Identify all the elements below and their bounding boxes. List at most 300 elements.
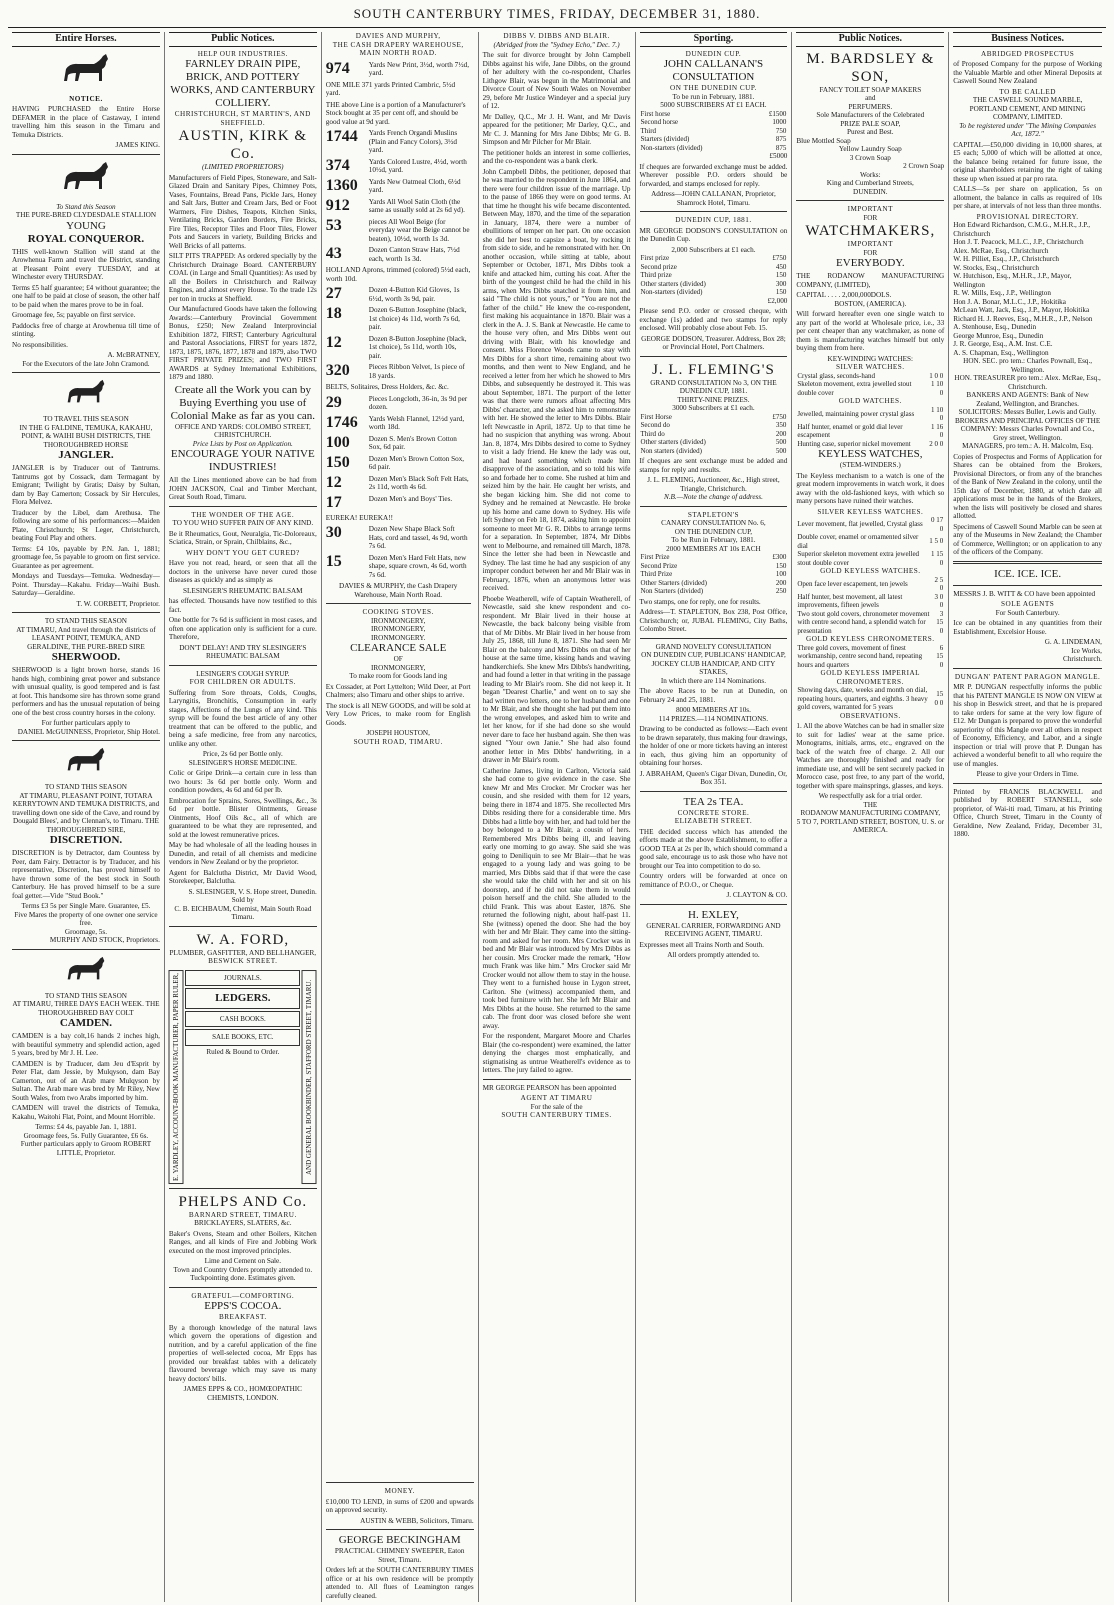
ad-body: has effected. Thousands have now testified to this fact. xyxy=(168,597,317,614)
product-sub: BREAKFAST. xyxy=(218,1313,267,1322)
drapery-item xyxy=(326,158,471,175)
row-value: 250 xyxy=(775,587,787,595)
drapery-item-number: 912 xyxy=(325,196,350,214)
horse-icon xyxy=(61,745,111,779)
drapery-item-text: Dozen Men's Black Soft Felt Hats, 2s 11d, worth 4s 6d. xyxy=(368,474,469,491)
article-paragraph: Mr Dalley, Q.C., Mr J. H. Want, and Mr Davis appeared for the petitioner; Mr Darley, Q.C., and Mr C. J. Manning for Mrs Jane Dibbs; Mr G. B. Simpson and Mr Pilcher for Mr Blair. xyxy=(482,112,631,146)
ad-subtitle: IN THE G FALDINE, TEMUKA, KAKAHU, POINT, & WAIHI BUSH DISTRICTS, THE THOROUGHBRED HORSE xyxy=(19,423,153,449)
ad-title: COOKING STOVES. xyxy=(362,608,434,616)
horse-name: JANGLER. xyxy=(58,449,114,461)
ad-groomage: Groomage, 5s. xyxy=(64,927,107,936)
consultation-subs: 8000 MEMBERS AT 10s. xyxy=(675,706,751,714)
row-value: 150 xyxy=(775,271,787,279)
ad-paper: SOUTH CANTERBURY TIMES. xyxy=(501,1111,612,1119)
company-subtitle: (LIMITED PROPRIETORS) xyxy=(202,163,284,171)
product-name: PRIZE PALE SOAP, xyxy=(840,119,901,128)
row-value: £1500 xyxy=(768,109,787,118)
ad-footer: DAVIES & MURPHY, the Cash Drapery Warehouse, Main North Road. xyxy=(339,582,458,599)
row-label: Non-starters (divided) xyxy=(640,143,703,152)
table-row xyxy=(640,271,788,280)
row-value: 750 xyxy=(775,126,787,135)
article-source: (Abridged from the "Sydney Echo," Dec. 7.) xyxy=(493,40,620,49)
ad-body: Embrocation for Sprains, Sores, Swellings, &c., 3s 6d per bottle. Blister Ointments, Grease Ointments, Hoof Oils &c., all of which are guaranteed to be what they are represented, and sold at the lowest remunerative prices. xyxy=(168,796,317,839)
horse-icon xyxy=(56,159,116,199)
drapery-item xyxy=(326,435,471,452)
ad-role: AGENT AT TIMARU xyxy=(520,1094,593,1102)
ad-signature: J. ABRAHAM, Queen's Cigar Divan, Dunedin, Or, Box 351. xyxy=(639,769,788,786)
table-row xyxy=(640,553,788,562)
consultation-on: GRAND CONSULTATION No 3, ON THE DUNEDIN CUP, 1881. xyxy=(650,378,777,395)
ad-title: IRONMONGERY, xyxy=(370,663,426,672)
row-value: £750 xyxy=(772,254,787,262)
drapery-item-text: HOLLAND Aprons, trimmed (colored) 5½d each, worth 10d. xyxy=(325,266,471,283)
price-section-sub: GOLD WATCHES. xyxy=(838,397,902,405)
ad-connector: OF xyxy=(393,655,403,663)
consultation-noms: In which there are 114 Nominations. xyxy=(660,676,766,685)
directory-title: PROVISIONAL DIRECTORY. xyxy=(976,212,1079,221)
ad-title: MONEY. xyxy=(384,1487,415,1495)
ad-body: Ice can be obtained in any quantities from their Establishment, Excelsior House. xyxy=(953,619,1102,636)
consultation-on: ON DUNEDIN CUP, PUBLICANS' HANDICAP, JOCKEY CLUB HANDICAP, AND CITY STAKES, xyxy=(641,651,786,676)
table-row xyxy=(640,118,788,127)
company-address: BESWICK STREET. xyxy=(208,957,278,965)
drapery-item xyxy=(326,81,471,98)
ad-slogan: Create all the Work you can by Buying Everthing you use of Colonial Make as far as you can. xyxy=(170,383,316,422)
ad-subtitle: THE PURE-BRED CLYDESDALE STALLION xyxy=(15,211,157,219)
article-paragraph: The petitioner holds an interest in some collieries, and the co-respondent was a bank clerk. xyxy=(482,148,631,165)
ad-body: Baker's Ovens, Steam and other Boilers, Kitchen Ranges, and all kinds of Fire and Jobbing Work executed on the most improved principles. xyxy=(168,1229,317,1255)
table-row xyxy=(640,413,788,422)
company-trades: PERFUMERS. xyxy=(848,102,893,111)
soap-line: Yellow Laundry Soap xyxy=(838,145,902,153)
director-entry: George Munroe, Esq., Dunedin xyxy=(953,331,1044,340)
imprint: Printed by FRANCIS BLACKWELL and published by ROBERT STANSELL, sole proprietor, of Wai-iti road, Timaru, at his Printing Office, Church Street, Timaru in the County of Geraldine, New Zealand, Friday, December 31, 1880. xyxy=(953,787,1102,838)
prize-table xyxy=(640,110,788,153)
drapery-list xyxy=(326,61,471,580)
ad-body: Drawing to be conducted as follows:—Each event to be drawn separately, thus making four drawings, the holder of one or more tickets having an interest in each, thus giving him an opportunity of obtaining four horses. xyxy=(639,725,788,767)
soap-line: 2 Crown Soap xyxy=(903,162,945,170)
row-value: 150 xyxy=(775,561,787,570)
ad-intro: TO STAND THIS SEASON xyxy=(44,991,127,1000)
row-value: 300 xyxy=(775,279,787,288)
works-label: Works: xyxy=(860,170,881,179)
ad-body: Please send P.O. order or crossed cheque, with exchange (1s) added and two stamps for reply enclosed. Will probably close about Feb. 15. xyxy=(639,307,788,332)
row-label: Double cover, enamel or ornamented silver dial xyxy=(797,533,919,550)
product-name: SLESINGER'S HORSE MEDICINE. xyxy=(188,758,297,767)
ad-body: If cheques are forwarded exchange must be added. Wherever possible P.O. orders should be forwarded, and stamps enclosed for reply. xyxy=(639,162,788,188)
column-business-notices xyxy=(949,32,1106,1602)
director-entry: Hon J. A. Bonar, M.L.C., J.P., Hokitika xyxy=(953,297,1066,306)
table-row xyxy=(796,644,944,670)
divider xyxy=(326,1482,474,1483)
ad-lead: IMPORTANT xyxy=(847,205,894,213)
ad-note: Tuckpointing done. Estimates given. xyxy=(190,1274,296,1283)
row-label: Half hunter, enamel or gold dial lever escapement xyxy=(797,422,903,439)
ad-title: DUNGAN' PATENT PARAGON MANGLE. xyxy=(954,672,1101,681)
ad-body: MR P. DUNGAN respectfully informs the public that his PATENT MANGLE IS NOW ON VIEW at his shop in Beswick street, and that he is prepared to take orders for same at the very low figure of £12. Mr Dungan is prepared to prove the wonderful superiority of this Mangle over all others in respect of Economy, Efficiency, and Labor, and a single inspection or trial will prove that P. Dungan has achieved a wonderful benefit to all who require the use of mangles. xyxy=(953,683,1102,768)
ad-signature: Christchurch. xyxy=(1063,655,1102,663)
ad-body: May be had wholesale of all the leading houses in Dunedin, and retail of all chemists and medicine vendors in New Zealand or by the proprietor. xyxy=(168,841,317,866)
drapery-item-number: 374 xyxy=(325,156,350,174)
director-entry: Hon J. T. Peacock, M.L.C., J.P., Christchurch xyxy=(953,238,1084,246)
ad-note: Price Lists by Post on Application. xyxy=(192,439,293,448)
ad-body: Suffering from Sore throats, Colds, Coughs, Laryngitis, Bronchitis, Consumption in early stages, Affections of the Lungs of any kind. This syrup will be found the best article of any other treatment that can be offered to the public, and being a safe medicine, free from any narcotics, unlike any other. xyxy=(168,688,317,748)
row-label: First horse xyxy=(640,109,671,118)
drapery-item-text: Dozen Men's Brown Cotton Sox, 6d pair. xyxy=(368,454,465,471)
ad-footer: All orders promptly attended to. xyxy=(667,951,760,959)
drapery-item-text: THE above Line is a portion of a Manufacturer's Stock bought at 35 per cent off, and should be good value at 9d yard. xyxy=(325,100,466,126)
column-drapery xyxy=(322,32,479,1602)
price-section-sub: GOLD KEYLESS WATCHES. xyxy=(820,567,921,575)
article-title: DIBBS V. DIBBS AND BLAIR. xyxy=(503,32,610,40)
price-table xyxy=(796,686,944,712)
ad-subtitle: AT TIMARU, PLEASANT POINT, TOTARA KERRYTOWN AND TEMUKA DISTRICTS, and travelling down one side of the Cave, and round by Dougald Blees', and by Clennan's, to Timaru. THE THOROUGHBRED SIRE, xyxy=(12,791,160,834)
ad-body: DISCRETION is by Detractor, dam Countess by Peer, dam Fairy. Detractor is by Traducer, and his representative, Discretion, has proved himself to have thrown some of the best stock in South Canterbury. He has proved himself to be a sure foal getter.—Vide "Stud Book." xyxy=(12,849,160,900)
directors-list xyxy=(953,221,1102,357)
ad-subtitle: AT TIMARU, And travel through the districts of LEASANT POINT, TEMUKA, AND GERALDINE, THE PURE-BRED SIRE xyxy=(16,625,156,651)
ad-address: ELIZABETH STREET. xyxy=(674,817,753,825)
drapery-item-number: 30 xyxy=(325,524,342,541)
row-label: Three gold covers, movement of finest workmanship, centre second hand, repeating hours and quarters xyxy=(797,643,923,669)
ad-address: OFFICE AND YARDS: COLOMBO STREET, CHRISTCHURCH. xyxy=(174,422,311,439)
ad-body: Orders left at the SOUTH CANTERBURY TIMES office or at his own residence will be promptly attended to. All flues of Leamington ranges carefully cleaned. xyxy=(325,1566,474,1600)
price-section-sub: SILVER KEYLESS WATCHES. xyxy=(817,507,924,516)
notice-signature: JAMES KING. xyxy=(115,141,160,149)
soap-line: Blue Mottled Soap xyxy=(796,136,851,145)
row-value: 1 0 0 xyxy=(929,371,944,380)
row-value: 200 xyxy=(775,429,787,438)
ad-body: Country orders will be forwarded at once on remittance of P.O.O., or Cheque. xyxy=(639,872,788,889)
ad-body: THE decided success which has attended the efforts made at the above Establishment, to offer a GOOD TEA at 2s per lb, which should command a good sale, encourage us to ask those who have not brought our Tea into competition to do so. xyxy=(639,827,788,870)
row-value: 1 10 0 xyxy=(931,405,944,422)
ad-lead: GRATEFUL—COMFORTING. xyxy=(191,1291,295,1300)
row-label: Showing days, date, weeks and month on dial, repeating hours, quarters, and eighths. 3 heavy gold covers, warranted for 5 years xyxy=(797,686,928,711)
notice-title: NOTICE. xyxy=(69,94,103,103)
company-name: W. A. FORD, xyxy=(196,931,290,948)
price-table xyxy=(796,516,944,567)
column-public-notices-2 xyxy=(792,32,949,1602)
product-sub: Purest and Best. xyxy=(847,128,894,136)
drapery-item-text: Dozen New Shape Black Soft Hats, cord and tassel, 4s 9d, worth 7s 6d. xyxy=(368,525,468,550)
ad-signature: S. SLESINGER, V. S. Hope street, Dunedin. xyxy=(188,887,317,896)
ad-signature: GEORGE DODSON, Treasurer. Address, Box 28; or Provincial Hotel, Port Chalmers. xyxy=(641,334,786,351)
divider xyxy=(12,949,160,950)
ledger-note: Ruled & Bound to Order. xyxy=(206,1047,280,1056)
price-section-sub: (STEM-WINDERS.) xyxy=(839,461,901,469)
company-trades: FANCY TOILET SOAP MAKERS xyxy=(819,85,922,94)
consultation-subs: 3000 Subscribers at £1 each. xyxy=(672,404,755,412)
company-trades: PLUMBER, GASFITTER, AND BELLHANGER, xyxy=(169,948,317,957)
ad-body: Copies of Prospectus and Forms of Application for Shares can be obtained from the Brokers, Provisional Directors, or from any of the branches of the Bank of New Zealand in the colony, until the 15th day of December, 1880, at which date all applications must be in the hands of the Brokers, when the lists will positively be closed and shares allotted. xyxy=(953,452,1102,520)
drapery-item xyxy=(326,495,471,511)
ad-store: CONCRETE STORE. xyxy=(677,808,750,817)
drapery-item xyxy=(326,286,471,303)
divider xyxy=(953,561,1102,564)
ad-body: £10,000 TO LEND, in sums of £200 and upwards on approved security. xyxy=(325,1497,474,1514)
drapery-item-text: Yards New Oatmeal Cloth, 6½d yard. xyxy=(368,177,461,194)
ad-body: Agent for Balclutha District, Mr David Wood, Storekeeper, Balclutha. xyxy=(168,868,317,885)
table-row xyxy=(796,406,944,423)
ad-title: EVERYBODY. xyxy=(836,257,905,269)
company-trades: GENERAL CARRIER, FORWARDING AND RECEIVING AGENT, TIMARU. xyxy=(646,921,781,938)
ad-officer: SOLICITORS: Messrs Buller, Lewis and Gully. xyxy=(958,408,1097,416)
ad-signature-note: For the Executors of the late John Cramond. xyxy=(22,359,150,368)
consultation-name: GRAND NOVELTY CONSULTATION xyxy=(655,642,772,651)
ad-signature: C. B. EICHBAUM, Chemist, Main South Road Timaru. xyxy=(174,904,312,921)
divider xyxy=(12,740,160,741)
yardley-side: E. YARDLEY, ACCOUNT-BOOK MANUFACTURER, PAPER RULER, xyxy=(169,970,184,1184)
table-row xyxy=(640,288,788,297)
table-row xyxy=(640,430,788,439)
row-label: Second horse xyxy=(640,118,679,126)
divider xyxy=(12,612,160,613)
drapery-item-number: 53 xyxy=(325,216,342,234)
article-paragraph: For the respondent, Margaret Moore and Charles Blair (the co-respondent) were examined, the latter denying the charges most emphatically, and stigmatising as untrue Weatherell's evidence as to letters. The jury failed to agree. xyxy=(482,1032,631,1074)
ad-groomage: Groomage fee, 5s; payable on first service. xyxy=(12,311,136,319)
director-entry: J. R. George, Esq., A.M. Inst. C.E. xyxy=(953,340,1053,348)
product-price: Price, 2s 6d per Bottle only. xyxy=(202,750,283,758)
table-row xyxy=(640,254,788,263)
divider xyxy=(169,665,317,666)
row-value: £300 xyxy=(772,553,787,561)
ad-awards: Our Manufactured Goods have taken the following Awards:—Canterbury Provincial Government Bonus, £250; New Zealand Interprovincial Exhibition 1872, FIRST; Canterbury Agricultural and Pastoral Associations, FIRST for years 1872, 1873, 1875, 1876, 1877, 1878 and 1879, also TWO FIRST PRIVATE PRIZES; and TWO FIRST AWARDS at Sydney International Exhibitions, 1879 and 1880. xyxy=(168,305,317,381)
drapery-item-text: Yards New Print, 3½d, worth 7½d, yard. xyxy=(368,60,470,77)
drapery-item xyxy=(326,415,471,432)
ad-intro: TO STAND THIS SEASON xyxy=(44,783,127,791)
row-value: 150 xyxy=(775,288,787,296)
company-address: 5 TO 7, PORTLAND STREET, BOSTON, U. S. or AMERICA. xyxy=(796,817,944,834)
row-label: Half hunter, best movement, all latest improvements, fifteen jewels xyxy=(797,592,903,609)
drapery-item-number: 27 xyxy=(325,285,342,302)
ad-body: The stock is all NEW GOODS, and will be sold at Very Low Prices, to make room for English Goods. xyxy=(325,701,471,727)
row-label: Non Starters (divided) xyxy=(640,587,704,595)
ledger-book-label: LEDGERS. xyxy=(185,988,300,1009)
ad-body: JANGLER is by Traducer out of Tantrums. Tantrums got by Cossack, dam Termagant by Emigrant; Twilight by Gratis; Daisy by Sultan, dam by Bay Camerton; Cossack by Sir Hercules, Flora Melvez. xyxy=(12,464,160,506)
product-name: LESINGER'S COUGH SYRUP. xyxy=(196,669,290,678)
ad-body: Sole Manufacturers of the Celebrated xyxy=(816,111,925,119)
row-label: Jewelled, maintaining power crystal glass xyxy=(797,409,915,418)
divider xyxy=(796,200,944,201)
ad-body: CALLS—5s per share on application, 5s on allotment, the balance in calls as required of 10s per share, at intervals of not less than three months. xyxy=(953,185,1102,210)
divider xyxy=(640,356,788,357)
company-name: H. EXLEY, xyxy=(688,908,739,921)
consultation-run: To be Run in February, 1881. xyxy=(671,536,756,544)
drapery-item xyxy=(326,395,471,412)
ad-places: CHRISTCHURCH, ST MARTIN'S, AND SHEFFIELD. xyxy=(174,110,311,127)
row-label: Lever movement, flat jewelled, Crystal glass xyxy=(797,520,923,529)
ad-body: THIS well-known Stallion will stand at the Arowhenua Farm and travel the District, standing at Pleasant Point every TUESDAY, and at Winchester every THURSDAY. xyxy=(12,247,160,281)
ad-footer: Please to give your Orders in Time. xyxy=(976,770,1079,778)
row-value: 450 xyxy=(775,262,787,271)
director-entry: McLean Watt, Jack, Esq., J.P., Mayor, Hokitika xyxy=(953,306,1090,314)
consultation-name: JOHN CALLANAN'S CONSULTATION xyxy=(663,58,764,83)
divider xyxy=(326,603,471,604)
drapery-item xyxy=(326,101,471,127)
drapery-main xyxy=(326,32,474,1478)
price-section-title: KEY-WINDING WATCHES: xyxy=(827,354,914,363)
row-label: Crystal glass, seconds-hand xyxy=(797,371,875,380)
ad-body: Have you not read, heard, or seen that all the doctors in the universe have never cured those diseases as quickly and as simply as xyxy=(168,559,317,584)
divider xyxy=(169,926,317,927)
ad-officer: BROKERS AND PRINCIPAL OFFICES OF THE COMPANY: Messrs Charles Pownall and Co., Grey street, Wellington. xyxy=(954,416,1101,442)
table-row xyxy=(640,280,788,289)
table-row xyxy=(796,380,944,397)
drapery-item-text: Dozen 6-Button Josephine (black, 1st choice) 4s 11d, worth 7s 6d, pair. xyxy=(368,306,467,331)
ad-connector: FOR xyxy=(863,213,878,222)
ad-offer: Five Mares the property of one owner one service free. xyxy=(14,910,158,927)
drapery-item xyxy=(326,475,471,492)
ad-connector: THE xyxy=(863,800,878,809)
ad-body: SHERWOOD is a light brown horse, stands 16 hands high, combining great power and substance with unusual quality, is good tempered and is fast at foot. This handsome sire has thrown some grand performers and has the unusual reputation of being one of the best cross country horses in the colony. xyxy=(12,666,160,717)
prize-total: £2,000 xyxy=(767,296,788,305)
drapery-item xyxy=(326,129,471,155)
prize-table xyxy=(640,413,788,456)
drapery-item xyxy=(326,514,471,523)
ad-call: DON'T DELAY! AND TRY SLESINGER'S RHEUMATIC BALSAM xyxy=(179,643,307,660)
table-row xyxy=(640,135,788,144)
company-address: MAIN NORTH ROAD. xyxy=(359,49,437,57)
observations-body: 1. All the above Watches can be had in smaller size to suit for ladies' wear at the same price. Monograms, initials, arms, etc., engraved on the back of the watch free of charge. 2. All our Watches are thoroughly finished and ready for immediate use, and will be sent securely packed in Morocco case, post free, to any part of the world, together with spare mainsprings, glasses, and keys. xyxy=(796,722,945,790)
ad-title: WATCHMAKERS, xyxy=(805,223,936,239)
horse-name: ROYAL CONQUEROR. xyxy=(27,232,145,245)
divider xyxy=(169,1188,317,1189)
row-label: Second do xyxy=(640,421,670,429)
divider xyxy=(953,783,1102,784)
ad-signature: JOSEPH HOUSTON, xyxy=(366,729,430,737)
drapery-item-text: Pieces Longcloth, 36-in, 3s 9d per dozen. xyxy=(368,394,468,411)
drapery-item-number: 320 xyxy=(325,362,350,379)
article-paragraph: John Campbell Dibbs, the petitioner, deposed that he was married to the respondent in June 1864, and there were four children issue of the marriage. Up to the pause of 1866 they were on good terms. At that time he thought his wife became discontented. Between May, 1870, and the time of the separation in January, 1874, there were a number of ebullitions of temper on her part. On one occasion she did her best to capsize a boat, by rocking it from side to side, and he remonstrated with her. On another occasion, while sitting at table, about September or October, 1871, Mrs Dibbs took a knife and attacked him, cutting his coat. After the birth of the youngest child he had the child in his arms, when Mrs Dibbs snatched it from him, and said "The child is not yours," or "You are not the father of the child." He knew the co-respondent, first making his acquaintance in 1870. Blair was a clerk in the A. J. S. Bank at Newcastle. He came to the house very often, and Mrs Dibbs went out driving with Blair, with his knowledge and consent. Miss Florence Woods came to stay with Mrs Dibbs for a short time, remaining about two months, and then went to New England, and he received a letter from her which he showed to Mrs Dibbs, and subsequently he destroyed it. This was about September, 1871. The purport of the letter was that there were rumors afloat affecting Mrs Dibbs' character, and she asked him to remonstrate with her. He showed the letter to Mrs Dibbs. Blair left Newcastle in April, 1872. Up to that time he had no suspicion that anything was wrong. About Jan. 8, 1874, Mrs Dibbs desired to come to Sydney to visit a lady friend. He knew the lady was out, and had heard something which made him disapprove of the association, and so told his wife so and forbade her to come. She rushed at him and seized him by the hair. He caught her wrists, and she began kicking him. She did not come to Sydney and he remained at Newcastle. He broke up his home and came down to Sydney. His wife left Sydney on Feb 18, 1874, asking him to appoint someone to meet Mr G. R. Dibbs to arrange terms for a separation. In September, 1874, Mr Dibbs went to Melbourne, and remained till March, 1878. Since the letter she had been in Newcastle and Sydney. The last time he had any suspicion of any improper conduct between her and Mr Blair was in February, 1876, when an anonymous letter was received. xyxy=(482,167,631,592)
ad-signature: DANIEL McGUINNESS, Proprietor, Ship Hotel. xyxy=(17,727,160,736)
column-divorce-article xyxy=(479,32,636,1602)
drapery-item-text: Dozen Canton Straw Hats, 7½d each, worth 1s 3d. xyxy=(368,246,460,263)
ad-body: Expresses meet all Trains North and South. xyxy=(639,940,764,949)
ad-address: Address—JOHN CALLANAN, Proprietor, Shamrock Hotel, Timaru. xyxy=(651,190,776,207)
drapery-item-number: 150 xyxy=(325,453,350,471)
drapery-item xyxy=(326,525,471,551)
horse-name: DISCRETION. xyxy=(49,834,123,846)
ad-body: THE RODANOW MANUFACTURING COMPANY, (LIMITED), xyxy=(796,272,945,289)
price-section-sub: GOLD KEYLESS IMPERIAL CHRONOMETERS. xyxy=(820,669,921,686)
company-trades: PRACTICAL CHIMNEY SWEEPER, Eaton Street, Timaru. xyxy=(334,1547,465,1564)
drapery-item xyxy=(326,335,471,361)
drapery-item-number: 18 xyxy=(325,305,342,322)
ad-terms: Terms: £4 10s, payable by P.N. Jan. 1, 1881; groomage fee, 5s payable to groom on first service. Guarantee as per agreement. xyxy=(12,544,160,570)
ad-body: MR GEORGE PEARSON has been appointed xyxy=(482,1083,617,1092)
drapery-item-text: ONE MILE 371 yards Printed Cambric, 5½d yard. xyxy=(325,80,456,97)
ad-connector: TO BE CALLED xyxy=(999,87,1056,96)
section-header: Sporting. xyxy=(640,32,788,47)
ironmongery-line: IRONMONGERY. xyxy=(370,633,426,642)
row-value: 875 xyxy=(775,143,787,152)
table-row xyxy=(796,423,944,440)
section-header: Business Notices. xyxy=(953,32,1102,47)
row-label: Other starters (divided) xyxy=(640,279,706,288)
ad-body: Be it Rheumatics, Gout, Neuralgia, Tic-Doloreaux, Sciatica, Strain, or Sprain, Chilblains, &c., xyxy=(168,529,317,546)
drapery-item-text: Dozen 8-Button Josephine (black, 1st choice), 5s 11d, worth 10s, pair. xyxy=(368,334,467,360)
company-name: M. BARDSLEY & SON, xyxy=(806,50,935,85)
row-label: Third prize xyxy=(640,271,672,279)
ad-address: Address—T. STAPLETON, Box 238, Post Office, Christchurch; or, JUBAL FLEMING, City Baths, Colombo Street. xyxy=(639,608,788,633)
product-name: EPPS'S COCOA. xyxy=(204,1300,282,1313)
notice-body: HAVING PURCHASED the Entire Horse DEFAMER in the place of Castaway, I intend travelling him this season in the Timaru and Temuka Districts. xyxy=(12,105,160,139)
ad-body: Ex Cossader, at Port Lyttelton; Wild Deer, at Port Chalmers; also Timaru and other ships to arrive. xyxy=(325,682,471,699)
company-sub: THE CASH DRAPERY WAREHOUSE, xyxy=(332,40,464,49)
row-value: 1 15 0 xyxy=(931,550,944,567)
ad-title: CLEARANCE SALE xyxy=(350,642,447,654)
drapery-item-number: 974 xyxy=(325,59,350,77)
drapery-item xyxy=(326,266,471,283)
price-table xyxy=(796,644,944,670)
ironmongery-line: IRONMONGERY, xyxy=(370,616,426,625)
table-row xyxy=(640,562,788,571)
drapery-item-text: Dozen S. Men's Brown Cotton Sox, 6d pair. xyxy=(368,434,457,451)
drapery-item-text: Yards French Organdi Muslins (Plain and Fancy Colors), 3½d yard. xyxy=(368,129,458,154)
horse-name: YOUNG xyxy=(66,219,106,232)
article-paragraph: Catherine James, living in Carlton, Victoria said she had come to give evidence in the case. She knew Mr and Mrs Crocker. Mr Crocker was her cousin, and she resided with them for 12 years, being there in 1874 and 1875. She recollected Mrs Dibbs residing there for a considerable time. Mrs Dibbs had a little boy with her, and had told her the boy belonged to a Mr Blair, a cousin of hers. Remembered Mrs Dibbs being ill, and leaving early one morning to go away. She said she was going to Deniliquin to see Mr Blair—that he was engaged to a young lady and was going to be married, Mrs Dibbs said that if that were the case she would take the child with her and sit on his doorstep, and if he did not take them in would poison herself and the child. She alluded to the child Frank. This was about Easter, 1876. She returned the following night, about half-past 11. She (witness) opened the door. She had the boy with her and Mr Blair. They came into the sitting-room and asked for her room. Mrs Crocker was in bed and Mr Blair was introduced by Mrs Dibbs as her cousin. Mrs Crocker made the remark, "How much Frank was like him." Mrs Crocker said Mr Crocker would not allow them to stay in the house. They went to a furnished house in Lygon street, Carlton. She (witness) accompanied them, and took bed furniture with her. She left Mr Blair and Mrs Dibbs at the house. She returned to the same cab. The front door was closed before she went away. xyxy=(482,766,631,1030)
ledger-books xyxy=(185,970,300,1184)
consultation-prizes: 114 PRIZES.—114 NOMINATIONS. xyxy=(658,714,769,723)
soap-line: 3 Crown Soap xyxy=(849,153,891,162)
ad-capital: CAPITAL . . . . 2,000,000DOLS. xyxy=(796,291,892,299)
prize-table xyxy=(640,553,788,596)
price-section-title: KEYLESS WATCHES, xyxy=(818,448,923,460)
ad-groomage: Groomage fees, 5s. Fully Guarantee, £6 6s. xyxy=(23,1131,149,1140)
row-value: 3 15 0 xyxy=(936,609,944,635)
divider xyxy=(953,585,1102,586)
ad-city: BOSTON, (AMERICA). xyxy=(834,299,907,308)
divider xyxy=(640,211,788,212)
ad-note: Sold by xyxy=(231,896,254,904)
row-value: 1 5 0 xyxy=(929,537,944,546)
ad-body: CAPITAL—£50,000 dividing in 10,000 shares, at £5 each; 5,000 of which will be allotted at once, the balance being retained for future issue, the original shareholders retaining the right of taking these up when issued at par pro rata. xyxy=(953,140,1102,183)
ad-note: To be registered under "The Mining Companies Act, 1872." xyxy=(959,121,1096,138)
table-row xyxy=(640,110,788,119)
product-sub: FOR CHILDREN OR ADULTS. xyxy=(189,678,296,686)
drapery-item-number: 1360 xyxy=(325,176,358,194)
drapery-item-number: 1744 xyxy=(325,128,358,145)
columns xyxy=(8,32,1106,1602)
ad-title: ICE. ICE. ICE. xyxy=(994,567,1062,580)
ad-body: All the Lines mentioned above can be had from JOHN JACKSON, Coal and Timber Merchant, Great South Road, Timaru. xyxy=(168,476,317,501)
ad-subtitle: AT TIMARU, THREE DAYS EACH WEEK. THE THOROUGHBRED BAY COLT xyxy=(12,1000,160,1017)
ad-signature: MURPHY AND STOCK, Proprietors. xyxy=(49,936,160,944)
yardley-ad xyxy=(169,970,317,1184)
drapery-item-text: BELTS, Solitaires, Dress Holders, &c. &c. xyxy=(325,383,449,391)
ad-footer: For further particulars apply to xyxy=(41,719,131,727)
drapery-item xyxy=(326,455,471,472)
ad-body: The above Races to be run at Dunedin, on February 24 and 25, 1881. xyxy=(639,687,788,704)
ad-terms: Terms £3 5s per Single Mare. Guarantee, £5. xyxy=(21,902,151,910)
ledger-book-label: JOURNALS. xyxy=(185,970,300,987)
drapery-item-text: pieces All Wool Beige (for everyday wear the Beige cannot be beaten), 10½d, worth 1s 3d. xyxy=(368,217,470,243)
ad-note: Town and Country Orders promptly attended to. xyxy=(173,1265,313,1274)
drapery-item-number: 12 xyxy=(325,473,342,491)
row-value: 2 0 0 xyxy=(929,439,944,448)
column-public-notices-1 xyxy=(165,32,322,1602)
director-entry: A. S. Chapman, Esq., Wellington xyxy=(953,348,1049,357)
row-value: 500 xyxy=(775,446,787,455)
company-name: THE CASWELL SOUND MARBLE, PORTLAND CEMENT, AND MINING COMPANY, LIMITED. xyxy=(969,96,1086,121)
row-label: Other starters (divided) xyxy=(640,438,706,446)
table-row xyxy=(640,579,788,588)
row-value: 2 5 0 xyxy=(934,575,944,592)
ad-officer: BANKERS AND AGENTS: Bank of New Zealand, Wellington, and Branches. xyxy=(966,391,1089,408)
row-value: 15 0 0 xyxy=(934,690,944,707)
company-address: SOUTH ROAD, TIMARU. xyxy=(353,737,443,746)
drapery-item-text: Yards All Wool Satin Cloth (the same as usually sold at 2s 6d yd). xyxy=(368,197,465,214)
ad-signature: Ice Works, xyxy=(1071,646,1102,655)
